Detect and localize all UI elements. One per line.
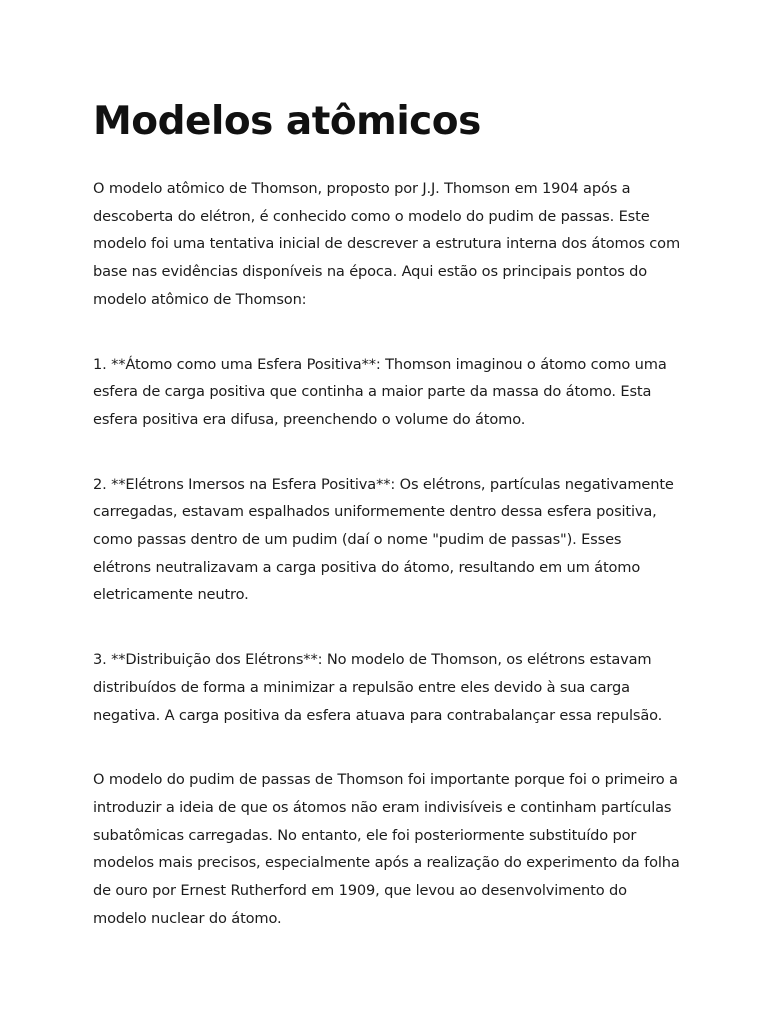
document-page <box>93 95 683 932</box>
paragraph-conclusion: O modelo do pudim de passas de Thomson foi importante porque foi o primeiro a introduzir a ideia de que os átomos não eram indivisíveis e continham partículas subatômicas carregadas. No entanto, ele foi posteriormente substituído por modelos mais precisos, especialmente após a realização do experimento da folha de ouro por Ernest Rutherford em 1909, que levou ao desenvolvimento do modelo nuclear do átomo. <box>93 771 680 927</box>
paragraph-point-1: 1. **Átomo como uma Esfera Positiva**: Thomson imaginou o átomo como uma esfera de carga positiva que continha a maior parte da massa do átomo. Esta esfera positiva era difusa, preenchendo o volume do átomo. <box>93 355 667 428</box>
paragraph-point-3: 3. **Distribuição dos Elétrons**: No modelo de Thomson, os elétrons estavam distribuídos de forma a minimizar a repulsão entre eles devido à sua carga negativa. A carga positiva da esfera atuava para contrabalançar essa repulsão. <box>93 651 663 724</box>
document-title: Modelos atômicos <box>93 99 481 144</box>
paragraph-point-2: 2. **Elétrons Imersos na Esfera Positiva**: Os elétrons, partículas negativamente carregadas, estavam espalhados uniformemente dentro dessa esfera positiva, como passas dentro de um pudim (daí o nome "pudim de passas"). Esses elétrons neutralizavam a carga positiva do átomo, resultando em um átomo eletricamente neutro. <box>93 475 674 604</box>
paragraph-intro: O modelo atômico de Thomson, proposto por J.J. Thomson em 1904 após a descoberta do elétron, é conhecido como o modelo do pudim de passas. Este modelo foi uma tentativa inicial de descrever a estrutura interna dos átomos com base nas evidências disponíveis na época. Aqui estão os principais pontos do modelo atômico de Thomson: <box>93 180 681 308</box>
